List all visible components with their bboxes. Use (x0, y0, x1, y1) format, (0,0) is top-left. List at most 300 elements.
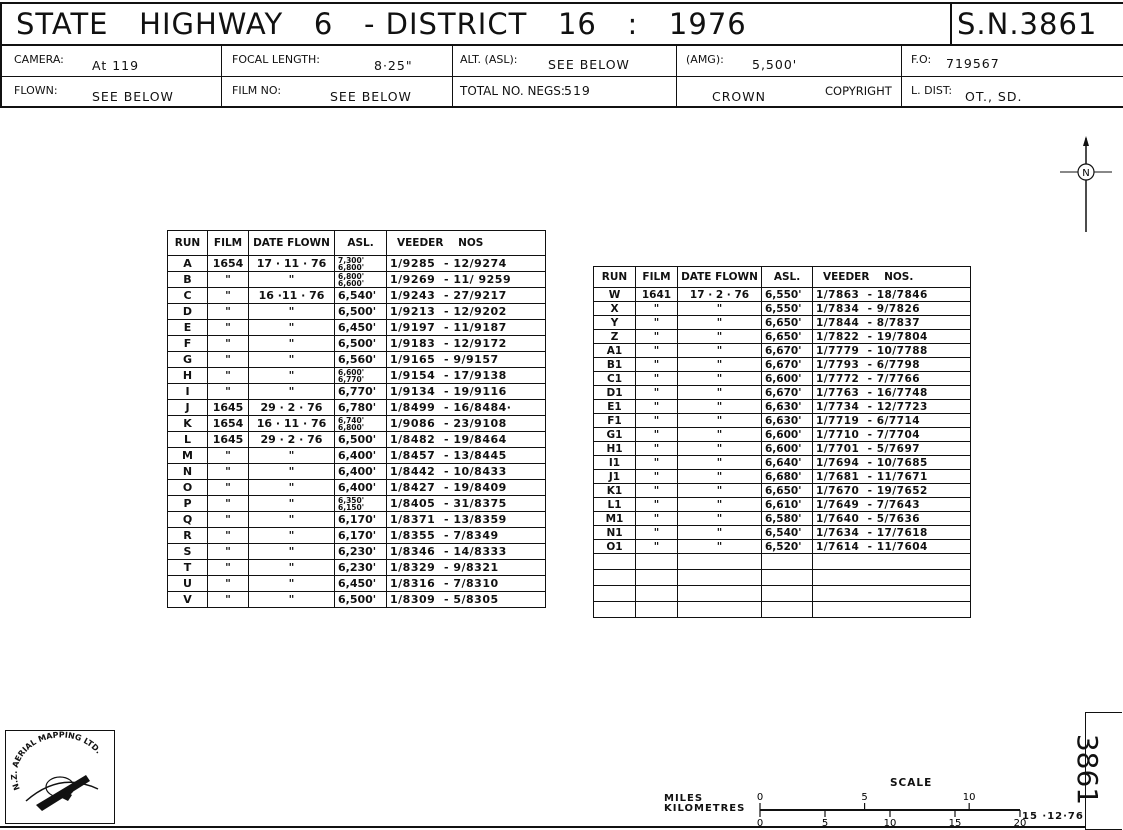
date-cell: " (678, 470, 762, 484)
film-cell: " (636, 302, 678, 316)
table-row (594, 512, 971, 526)
empty-cell (762, 570, 813, 586)
run-cell: A (168, 256, 208, 272)
date-cell: " (678, 484, 762, 498)
asl-cell: 6,770' (335, 384, 387, 400)
asl-cell: 6,740' 6,800' (335, 416, 387, 432)
film-cell: " (208, 288, 249, 304)
empty-row (594, 570, 971, 586)
veeder-cell: 1/9285 - 12/9274 (387, 256, 546, 272)
empty-cell (813, 602, 971, 618)
asl-cell: 6,600' (762, 372, 813, 386)
asl-cell: 6,600' (762, 428, 813, 442)
asl-cell: 6,600' 6,770' (335, 368, 387, 384)
asl-cell: 6,170' (335, 528, 387, 544)
asl-cell: 6,500' (335, 336, 387, 352)
flown-label: FLOWN: (14, 84, 58, 97)
film-cell: " (636, 330, 678, 344)
film-cell: " (208, 448, 249, 464)
scale-mile-label: 0 (756, 792, 764, 803)
column-header: FILM (636, 267, 678, 288)
date-cell: " (678, 498, 762, 512)
veeder-cell: 1/7822 - 19/7804 (813, 330, 971, 344)
asl-cell: 6,670' (762, 344, 813, 358)
copyright-text: COPYRIGHT (825, 84, 892, 98)
table-row (594, 414, 971, 428)
date-cell: " (678, 358, 762, 372)
run-cell: Y (594, 316, 636, 330)
header-col-divider (221, 44, 222, 106)
film-cell: " (636, 316, 678, 330)
veeder-cell: 1/8427 - 19/8409 (387, 480, 546, 496)
veeder-cell: 1/7734 - 12/7723 (813, 400, 971, 414)
header-row2-border (0, 76, 1123, 77)
date-cell: " (249, 528, 335, 544)
column-header: ASL. (762, 267, 813, 288)
date-cell: " (678, 372, 762, 386)
table-row (168, 496, 546, 512)
film-cell: " (636, 456, 678, 470)
date-cell: " (678, 344, 762, 358)
film-cell: " (208, 480, 249, 496)
date-cell: " (678, 400, 762, 414)
film-cell: 1641 (636, 288, 678, 302)
run-cell: E (168, 320, 208, 336)
asl-cell: 6,800' 6,600' (335, 272, 387, 288)
film-cell: " (636, 400, 678, 414)
scale-kilometres-label: KILOMETRES (664, 803, 746, 814)
veeder-cell: 1/7772 - 7/7766 (813, 372, 971, 386)
date-cell: " (249, 480, 335, 496)
table-row (168, 304, 546, 320)
date-cell: " (249, 352, 335, 368)
film-cell: " (636, 358, 678, 372)
veeder-cell: 1/9086 - 23/9108 (387, 416, 546, 432)
veeder-cell: 1/7701 - 5/7697 (813, 442, 971, 456)
table-row (168, 544, 546, 560)
table-row (168, 336, 546, 352)
date-cell: " (249, 272, 335, 288)
camera-value: At 119 (92, 58, 140, 73)
veeder-cell: 1/7694 - 10/7685 (813, 456, 971, 470)
focal-length-value: 8·25" (374, 58, 413, 73)
table-row (594, 302, 971, 316)
film-number-label: FILM NO: (232, 84, 282, 97)
film-cell: " (636, 484, 678, 498)
veeder-cell: 1/9243 - 27/9217 (387, 288, 546, 304)
date-cell: " (249, 464, 335, 480)
veeder-cell: 1/8346 - 14/8333 (387, 544, 546, 560)
film-cell: " (208, 336, 249, 352)
veeder-cell: 1/8405 - 31/8375 (387, 496, 546, 512)
film-cell: " (636, 428, 678, 442)
asl-cell: 6,580' (762, 512, 813, 526)
empty-cell (594, 570, 636, 586)
column-header: FILM (208, 231, 249, 256)
run-cell: E1 (594, 400, 636, 414)
run-cell: T (168, 560, 208, 576)
veeder-cell: 1/7779 - 10/7788 (813, 344, 971, 358)
run-cell: P (168, 496, 208, 512)
date-cell: " (678, 316, 762, 330)
flight-runs-table-1 (167, 230, 546, 608)
run-cell: G1 (594, 428, 636, 442)
total-negs-label: TOTAL NO. NEGS: (460, 84, 565, 98)
veeder-cell: 1/9154 - 17/9138 (387, 368, 546, 384)
run-cell: L (168, 432, 208, 448)
date-cell: " (678, 442, 762, 456)
veeder-cell: 1/7834 - 9/7826 (813, 302, 971, 316)
film-cell: " (208, 528, 249, 544)
run-cell: L1 (594, 498, 636, 512)
veeder-cell: 1/9183 - 12/9172 (387, 336, 546, 352)
north-arrow-icon (1060, 134, 1112, 236)
empty-cell (636, 554, 678, 570)
film-cell: " (208, 352, 249, 368)
run-cell: K1 (594, 484, 636, 498)
asl-cell: 6,650' (762, 316, 813, 330)
date-cell: " (249, 384, 335, 400)
veeder-cell: 1/9134 - 19/9116 (387, 384, 546, 400)
altitude-label: ALT. (ASL): (460, 53, 518, 66)
run-cell: C1 (594, 372, 636, 386)
table-row (594, 358, 971, 372)
veeder-cell: 1/7649 - 7/7643 (813, 498, 971, 512)
film-cell: " (636, 414, 678, 428)
date-cell: " (678, 456, 762, 470)
veeder-cell: 1/8371 - 13/8359 (387, 512, 546, 528)
veeder-cell: 1/7844 - 8/7837 (813, 316, 971, 330)
table-row (168, 368, 546, 384)
asl-cell: 6,400' (335, 464, 387, 480)
asl-cell: 6,600' (762, 442, 813, 456)
table-row (168, 416, 546, 432)
column-header: ASL. (335, 231, 387, 256)
table-row (168, 480, 546, 496)
header-col-divider (452, 44, 453, 106)
aerial-mapping-logo-icon (6, 731, 114, 823)
table-row (168, 384, 546, 400)
film-cell: " (636, 540, 678, 554)
veeder-cell: 1/9165 - 9/9157 (387, 352, 546, 368)
asl-cell: 6,550' (762, 302, 813, 316)
run-cell: H (168, 368, 208, 384)
date-cell: " (249, 544, 335, 560)
date-cell: " (678, 414, 762, 428)
asl-cell: 6,400' (335, 480, 387, 496)
date-cell: " (678, 302, 762, 316)
asl-cell: 6,680' (762, 470, 813, 484)
serial-number: S.N.3861 (957, 7, 1098, 41)
scale-km-label: 5 (821, 818, 829, 826)
film-cell: 1654 (208, 416, 249, 432)
camera-label: CAMERA: (14, 53, 64, 66)
film-cell: " (208, 384, 249, 400)
asl-cell: 6,500' (335, 304, 387, 320)
header-col-divider (901, 44, 902, 106)
run-cell: B1 (594, 358, 636, 372)
asl-cell: 6,170' (335, 512, 387, 528)
film-cell: 1645 (208, 432, 249, 448)
asl-cell: 6,630' (762, 400, 813, 414)
asl-cell: 6,520' (762, 540, 813, 554)
empty-cell (594, 554, 636, 570)
veeder-cell: 1/7793 - 6/7798 (813, 358, 971, 372)
date-cell: " (678, 330, 762, 344)
film-cell: " (208, 304, 249, 320)
film-cell: " (636, 442, 678, 456)
date-cell: " (249, 496, 335, 512)
date-cell: " (678, 526, 762, 540)
table-row (594, 316, 971, 330)
empty-cell (678, 570, 762, 586)
veeder-cell: 1/8457 - 13/8445 (387, 448, 546, 464)
run-cell: U (168, 576, 208, 592)
date-cell: " (249, 512, 335, 528)
run-cell: C (168, 288, 208, 304)
veeder-cell: 1/7634 - 17/7618 (813, 526, 971, 540)
date-cell: 29 · 2 · 76 (249, 400, 335, 416)
veeder-cell: 1/7681 - 11/7671 (813, 470, 971, 484)
film-cell: " (636, 344, 678, 358)
header-bottom-border (0, 106, 1123, 108)
empty-cell (636, 586, 678, 602)
table-row (594, 484, 971, 498)
run-cell: X (594, 302, 636, 316)
asl-cell: 6,650' (762, 484, 813, 498)
asl-cell: 6,670' (762, 386, 813, 400)
asl-cell: 6,230' (335, 560, 387, 576)
table-row (168, 272, 546, 288)
veeder-cell: 1/8499 - 16/8484· (387, 400, 546, 416)
empty-cell (813, 586, 971, 602)
header-col-divider (676, 44, 677, 106)
asl-cell: 6,560' (335, 352, 387, 368)
film-cell: " (636, 372, 678, 386)
empty-row (594, 586, 971, 602)
asl-cell: 6,450' (335, 320, 387, 336)
table-row (168, 512, 546, 528)
empty-cell (594, 602, 636, 618)
asl-cell: 6,640' (762, 456, 813, 470)
asl-cell: 6,400' (335, 448, 387, 464)
film-cell: " (208, 576, 249, 592)
column-header: RUN (594, 267, 636, 288)
run-cell: V (168, 592, 208, 608)
document-title: STATE HIGHWAY 6 - DISTRICT 16 : 1976 (16, 7, 747, 41)
scale-mile-label: 5 (861, 792, 868, 803)
veeder-cell: 1/8309 - 5/8305 (387, 592, 546, 608)
side-number: 3861 (1071, 733, 1105, 806)
veeder-cell: 1/7614 - 11/7604 (813, 540, 971, 554)
scale-miles-label: MILES (664, 793, 704, 804)
asl-cell: 6,650' (762, 330, 813, 344)
empty-cell (678, 586, 762, 602)
veeder-cell: 1/8482 - 19/8464 (387, 432, 546, 448)
asl-cell: 6,500' (335, 592, 387, 608)
asl-cell: 6,670' (762, 358, 813, 372)
run-cell: D (168, 304, 208, 320)
column-header: VEEDER NOS (387, 231, 546, 256)
run-cell: N1 (594, 526, 636, 540)
run-cell: F (168, 336, 208, 352)
flown-value: SEE BELOW (92, 89, 174, 104)
table-row (168, 560, 546, 576)
film-cell: " (636, 470, 678, 484)
date-cell: " (249, 560, 335, 576)
scale-mile-label: 10 (962, 792, 976, 803)
asl-cell: 6,230' (335, 544, 387, 560)
run-cell: S (168, 544, 208, 560)
film-cell: 1654 (208, 256, 249, 272)
date-cell: " (249, 336, 335, 352)
film-cell: " (636, 498, 678, 512)
table-row (168, 288, 546, 304)
header-left-border (0, 2, 2, 108)
table-row (168, 448, 546, 464)
ldist-value: OT., SD. (965, 89, 1023, 104)
table-row (168, 576, 546, 592)
table-row (594, 456, 971, 470)
column-header: DATE FLOWN (678, 267, 762, 288)
asl-cell: 7,300' 6,800' (335, 256, 387, 272)
table-row (594, 288, 971, 302)
film-cell: " (636, 526, 678, 540)
veeder-cell: 1/7640 - 5/7636 (813, 512, 971, 526)
column-header: RUN (168, 231, 208, 256)
table-row (594, 344, 971, 358)
run-cell: K (168, 416, 208, 432)
footer-border (0, 826, 1085, 828)
veeder-cell: 1/7719 - 6/7714 (813, 414, 971, 428)
empty-cell (594, 586, 636, 602)
film-cell: " (208, 272, 249, 288)
svg-text:N.Z. AERIAL MAPPING LTD. (10, 731, 103, 791)
date-cell: " (249, 304, 335, 320)
veeder-cell: 1/7763 - 16/7748 (813, 386, 971, 400)
table-row (594, 526, 971, 540)
date-cell: 16 · 11 · 76 (249, 416, 335, 432)
empty-row (594, 602, 971, 618)
company-logo (5, 730, 115, 824)
date-cell: 29 · 2 · 76 (249, 432, 335, 448)
run-cell: J (168, 400, 208, 416)
scale-km-label: 20 (1013, 818, 1027, 826)
empty-row (594, 554, 971, 570)
run-cell: I (168, 384, 208, 400)
run-cell: B (168, 272, 208, 288)
asl-cell: 6,550' (762, 288, 813, 302)
asl-cell: 6,540' (335, 288, 387, 304)
header-serial-divider (950, 2, 952, 46)
crown-text: CROWN (712, 89, 766, 104)
run-cell: Z (594, 330, 636, 344)
date-stamp: 15 ·12·76 (1022, 811, 1084, 822)
run-cell: D1 (594, 386, 636, 400)
film-number-value: SEE BELOW (330, 89, 412, 104)
empty-cell (762, 586, 813, 602)
asl-cell: 6,610' (762, 498, 813, 512)
table-row (168, 432, 546, 448)
column-header: DATE FLOWN (249, 231, 335, 256)
table-row (594, 498, 971, 512)
empty-cell (636, 602, 678, 618)
run-cell: O (168, 480, 208, 496)
table-row (168, 320, 546, 336)
run-cell: N (168, 464, 208, 480)
date-cell: 16 ·11 · 76 (249, 288, 335, 304)
veeder-cell: 1/9197 - 11/9187 (387, 320, 546, 336)
film-cell: " (208, 544, 249, 560)
table-row (594, 330, 971, 344)
film-cell: 1645 (208, 400, 249, 416)
table-row (594, 386, 971, 400)
run-cell: A1 (594, 344, 636, 358)
date-cell: " (249, 368, 335, 384)
table-row (168, 352, 546, 368)
film-cell: " (208, 592, 249, 608)
asl-cell: 6,540' (762, 526, 813, 540)
date-cell: " (678, 386, 762, 400)
scale-label: SCALE (890, 777, 933, 789)
date-cell: " (249, 448, 335, 464)
scale-km-label: 15 (948, 818, 962, 826)
run-cell: H1 (594, 442, 636, 456)
veeder-cell: 1/8355 - 7/8349 (387, 528, 546, 544)
amg-label: (AMG): (686, 53, 724, 66)
veeder-cell: 1/7710 - 7/7704 (813, 428, 971, 442)
run-cell: J1 (594, 470, 636, 484)
asl-cell: 6,500' (335, 432, 387, 448)
total-negs-value: 519 (564, 83, 591, 98)
ldist-label: L. DIST: (911, 84, 953, 97)
table-row (594, 442, 971, 456)
film-cell: " (208, 368, 249, 384)
table-row (594, 372, 971, 386)
date-cell: " (678, 512, 762, 526)
empty-cell (762, 554, 813, 570)
asl-cell: 6,780' (335, 400, 387, 416)
film-cell: " (636, 386, 678, 400)
logo-text: N.Z. AERIAL MAPPING LTD. (9, 731, 104, 792)
veeder-cell: 1/8329 - 9/8321 (387, 560, 546, 576)
run-cell: G (168, 352, 208, 368)
veeder-cell: 1/8442 - 10/8433 (387, 464, 546, 480)
asl-cell: 6,630' (762, 414, 813, 428)
amg-value: 5,500' (752, 57, 798, 72)
empty-cell (762, 602, 813, 618)
asl-cell: 6,450' (335, 576, 387, 592)
empty-cell (678, 602, 762, 618)
run-cell: F1 (594, 414, 636, 428)
asl-cell: 6,350' 6,150' (335, 496, 387, 512)
run-cell: Q (168, 512, 208, 528)
run-cell: I1 (594, 456, 636, 470)
table-row (168, 256, 546, 272)
veeder-cell: 1/8316 - 7/8310 (387, 576, 546, 592)
veeder-cell: 1/7670 - 19/7652 (813, 484, 971, 498)
veeder-cell: 1/9269 - 11/ 9259 (387, 272, 546, 288)
date-cell: " (249, 320, 335, 336)
run-cell: O1 (594, 540, 636, 554)
run-cell: R (168, 528, 208, 544)
header-top-border (0, 2, 1123, 4)
empty-cell (636, 570, 678, 586)
date-cell: " (678, 428, 762, 442)
altitude-value: SEE BELOW (548, 57, 630, 72)
scale-km-label: 10 (883, 818, 897, 826)
focal-length-label: FOCAL LENGTH: (232, 53, 320, 66)
